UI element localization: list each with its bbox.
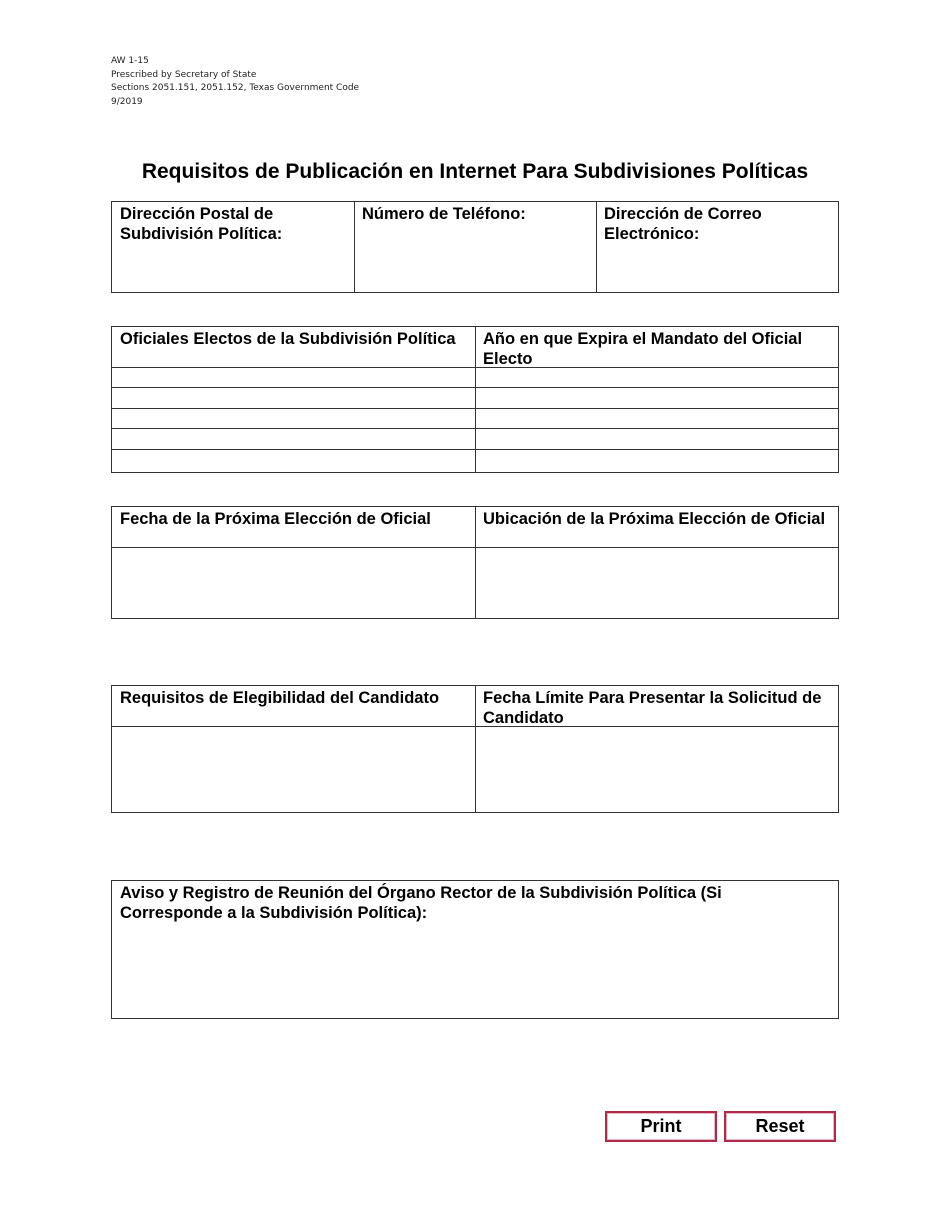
page-title: Requisitos de Publicación en Internet Para Subdivisiones Políticas	[141, 160, 809, 183]
email-label: Dirección de Correo Electrónico:	[604, 205, 762, 243]
phone-label: Número de Teléfono:	[362, 205, 526, 223]
officials-term-header: Año en que Expira el Mandato del Oficial Electo	[483, 330, 803, 368]
election-location-field[interactable]	[476, 548, 838, 618]
officials-name-header: Oficiales Electos de la Subdivisión Política	[120, 330, 456, 348]
phone-field[interactable]	[355, 226, 596, 292]
reset-button[interactable]: Reset	[724, 1111, 836, 1142]
official-name-5[interactable]	[112, 450, 475, 472]
statute-sections: Sections 2051.151, 2051.152, Texas Government Code	[111, 83, 360, 93]
election-date-field[interactable]	[112, 548, 475, 618]
form-id: AW 1-15	[111, 56, 149, 66]
candidate-table	[111, 685, 839, 813]
form-date: 9/2019	[111, 96, 143, 107]
candidate-deadline-header: Fecha Límite Para Presentar la Solicitud de Candidato	[483, 689, 822, 727]
prescribed-by: Prescribed by Secretary of State	[111, 69, 257, 80]
meeting-label: Aviso y Registro de Reunión del Órgano Rector de la Subdivisión Política (Si Corresponde a la Subdivisión Política):	[120, 884, 722, 922]
address-label: Dirección Postal de Subdivisión Política:	[120, 205, 283, 243]
contact-table	[111, 201, 839, 293]
election-location-header: Ubicación de la Próxima Elección de Oficial	[483, 510, 826, 528]
officials-table	[111, 326, 839, 473]
election-date-header: Fecha de la Próxima Elección de Oficial	[120, 510, 431, 528]
official-term-5[interactable]	[476, 450, 838, 472]
official-term-3[interactable]	[476, 409, 838, 428]
meeting-box	[111, 880, 839, 1019]
official-name-4[interactable]	[112, 429, 475, 449]
election-table	[111, 506, 839, 619]
email-field[interactable]	[597, 246, 838, 292]
candidate-requirements-field[interactable]	[112, 727, 475, 812]
candidate-requirements-header: Requisitos de Elegibilidad del Candidato	[120, 689, 440, 707]
meeting-field[interactable]	[112, 925, 838, 1018]
official-term-1[interactable]	[476, 368, 838, 387]
official-name-3[interactable]	[112, 409, 475, 428]
official-term-4[interactable]	[476, 429, 838, 449]
official-name-1[interactable]	[112, 368, 475, 387]
print-button[interactable]: Print	[605, 1111, 717, 1142]
form-header	[111, 55, 359, 109]
official-name-2[interactable]	[112, 388, 475, 408]
candidate-deadline-field[interactable]	[476, 727, 838, 812]
address-field[interactable]	[112, 246, 354, 292]
official-term-2[interactable]	[476, 388, 838, 408]
